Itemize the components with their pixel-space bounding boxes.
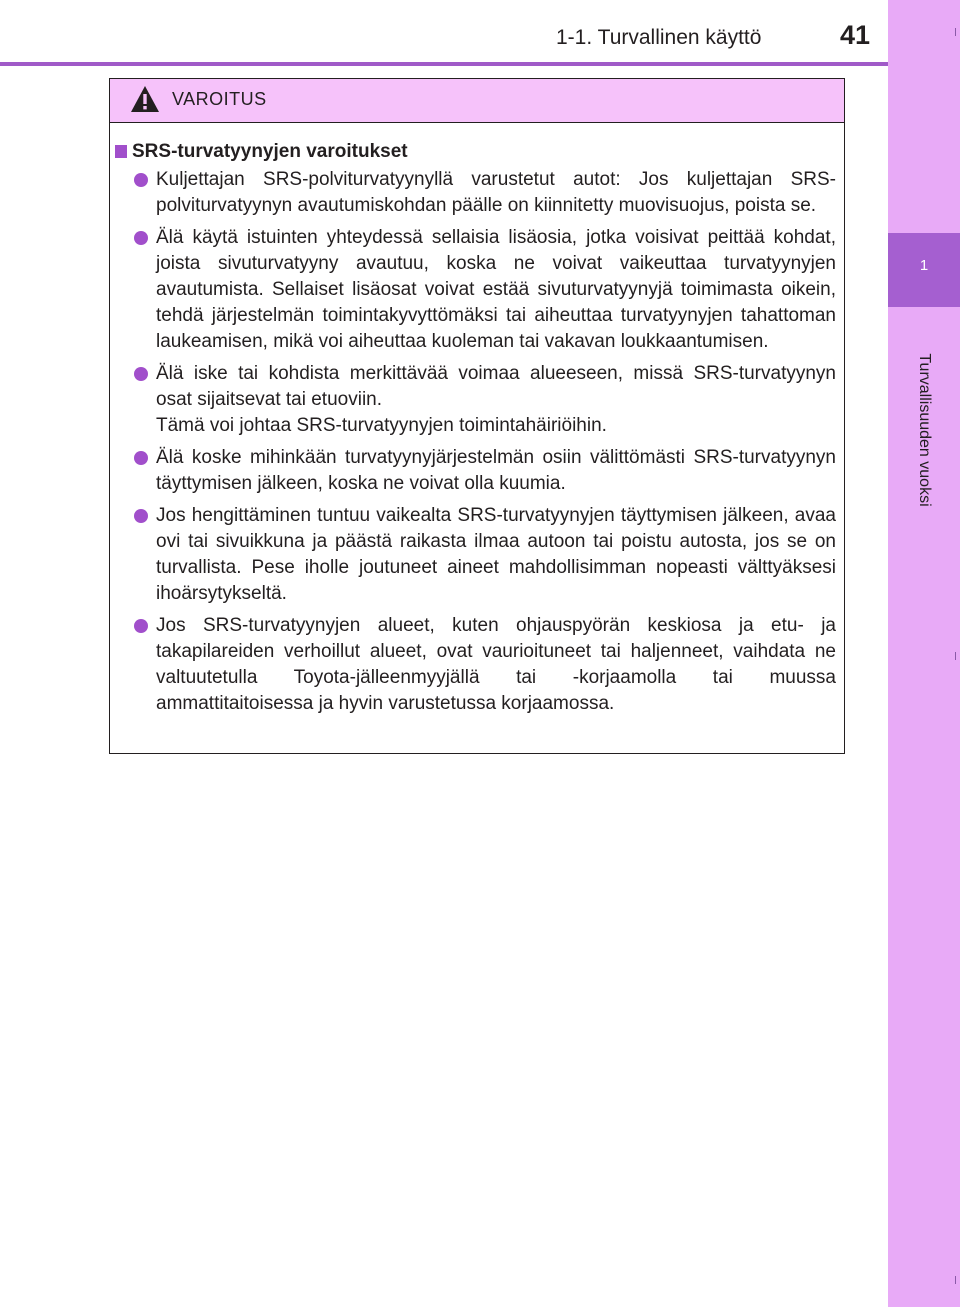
warning-header <box>110 79 844 123</box>
list-item-note: Tämä voi johtaa SRS-turvatyynyjen toimintahäiriöihin. <box>156 415 607 436</box>
warning-title: VAROITUS <box>172 89 267 109</box>
crop-mark <box>955 652 956 660</box>
warning-box <box>109 78 845 754</box>
chapter-number: 1 <box>919 257 929 274</box>
crop-mark <box>955 28 956 36</box>
list-item <box>110 225 836 355</box>
warning-heading-text: SRS-turvatyynyjen varoitukset <box>132 141 408 162</box>
bullet-icon <box>134 173 148 187</box>
bullet-icon <box>134 619 148 633</box>
warning-body <box>110 123 844 717</box>
crop-mark <box>955 1276 956 1284</box>
section-title: 1-1. Turvallinen käyttö <box>556 26 762 49</box>
list-item-text: Älä koske mihinkään turvatyynyjärjestelmän osiin välittömästi SRS-turvatyynyn täyttymisen jälkeen, koska ne voivat olla kuumia. <box>156 447 836 494</box>
list-item <box>110 361 836 439</box>
list-item-text: Jos hengittäminen tuntuu vaikealta SRS-turvatyynyjen täyttymisen jälkeen, avaa ovi tai sivuikkuna ja päästä raikasta ilmaa autoon tai poistu autosta, jos se on turvallista. Pese iholle joutuneet aineet mahdollisimman nopeasti välttyäksesi ihoärsytykseltä. <box>156 505 836 604</box>
warning-heading <box>110 139 836 165</box>
list-item-text: Älä iske tai kohdista merkittävää voimaa alueeseen, missä SRS-turvatyynyn osat sijaitsevat tai etuoviin. <box>156 363 836 410</box>
square-bullet-icon <box>115 145 127 158</box>
list-item <box>110 503 836 607</box>
bullet-icon <box>134 367 148 381</box>
header-rule <box>0 62 888 66</box>
warning-triangle-icon <box>130 85 160 113</box>
list-item <box>110 167 836 219</box>
page-number: 41 <box>840 20 871 50</box>
side-tab <box>888 0 960 1307</box>
list-item <box>110 445 836 497</box>
list-item-text: Jos SRS-turvatyynyjen alueet, kuten ohjauspyörän keskiosa ja etu- ja takapilareiden verhoillut alueet, ovat vaurioituneet tai haljenneet, vaihdata ne valtuutetulla Toyota-jälleenmyyjällä tai -korjaamolla tai muussa ammattitaitoisessa ja hyvin varustetussa korjaamossa. <box>156 615 836 714</box>
warning-list <box>110 167 836 717</box>
list-item <box>110 613 836 717</box>
bullet-icon <box>134 451 148 465</box>
bullet-icon <box>134 231 148 245</box>
list-item-text: Älä käytä istuinten yhteydessä sellaisia lisäosia, jotka voisivat peittää kohdat, joista sivuturvatyyny avautuu, koska ne voivat vaikeuttaa turvatyynyjen avautumista. Sellaiset lisäosat voivat estää sivuturvatyynyjä toimimasta oikein, tehdä järjestelmän toimintakyvyttömäksi tai aiheuttaa turvatyynyjen tahattoman laukeamisen, mikä voi aiheuttaa kuoleman tai vakavan loukkaantumisen. <box>156 227 836 352</box>
chapter-label: Turvallisuuden vuoksi <box>916 353 933 507</box>
list-item-text: Kuljettajan SRS-polviturvatyynyllä varustetut autot: Jos kuljettajan SRS-polviturvatyynyn avautumiskohdan päälle on kiinnitetty muovisuojus, poista se. <box>156 169 836 216</box>
bullet-icon <box>134 509 148 523</box>
